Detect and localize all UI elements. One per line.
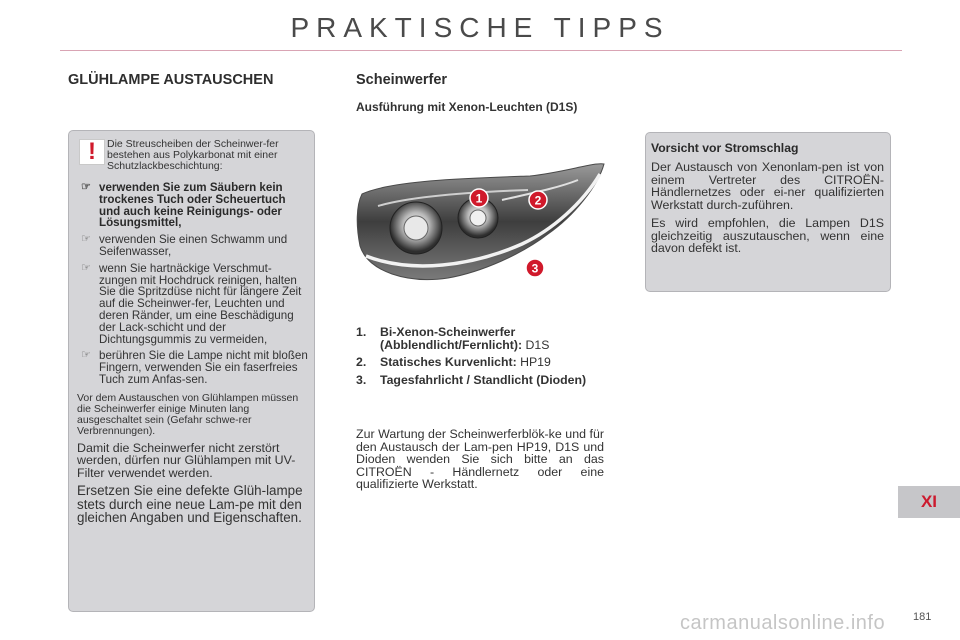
chapter-tab[interactable]: XI (898, 486, 960, 518)
list-item: ☞ berühren Sie die Lampe nicht mit bloßen Fingern, verwenden Sie ein faserfreies Tuch zum Anfas-sen. (81, 349, 308, 386)
callout-2 (529, 191, 547, 209)
service-text: Zur Wartung der Scheinwerferblök-ke und für den Austausch der Lam-pen HP19, D1S und Dioden wenden Sie sich bitte an das CITROËN - Händlernetz oder eine qualifizierte Werkstatt. (356, 427, 604, 491)
pointing-hand-icon: ☞ (81, 233, 91, 246)
callout-1 (470, 189, 488, 207)
list-item: 3. Tagesfahrlicht / Standlicht (Dioden) (356, 372, 587, 387)
replacement-note: Ersetzen Sie eine defekte Glüh-lampe stets durch eine neue Lam-pe mit den gleichen Angaben und Eigenschaften. (77, 483, 303, 525)
svg-text:2: 2 (534, 193, 542, 208)
page-number: 181 (913, 611, 932, 623)
list-item: ☞ verwenden Sie einen Schwamm und Seifenwasser, (81, 233, 288, 258)
watermark: carmanualsonline.info (680, 612, 886, 634)
uv-filter-note: Damit die Scheinwerfer nicht zerstört werden, dürfen nur Glühlampen mit UV-Filter verwendet werden. (77, 440, 296, 480)
xenon-subheading: Ausführung mit Xenon-Leuchten (D1S) (356, 100, 578, 114)
pointing-hand-icon: ☞ (81, 181, 91, 193)
burn-warning: Vor dem Austauschen von Glühlampen müssen die Scheinwerfer einige Minuten lang ausgeschaltet sein (Gefahr schwe-rer Verbrennungen). (77, 391, 299, 438)
warning-icon: ! (79, 139, 105, 165)
headlamp-illustration (352, 160, 610, 286)
caution-box (645, 132, 891, 292)
list-item: ☞ verwenden Sie zum Säubern kein trockenes Tuch oder Scheuertuch und auch keine Reinigungs- oder Lösungsmittel, (81, 181, 286, 230)
warning-intro: Die Streuscheiben der Scheinwer-fer bestehen aus Polykarbonat mit einer Schutzlackbeschichtung: (107, 138, 279, 172)
svg-text:1: 1 (475, 191, 483, 206)
warning-box (68, 130, 315, 612)
title-divider (60, 50, 902, 51)
list-item: 1. Bi-Xenon-Scheinwerfer (Abblendlicht/Fernlicht): D1S (356, 325, 550, 352)
pointing-hand-icon: ☞ (81, 349, 91, 362)
care-list (77, 182, 309, 386)
caution-text-1: Der Austausch von Xenonlam-pen ist von einem Vertreter des CITROËN-Händlernetzes oder ei-ner qualifizierten Werkstatt durch-zuführen. (651, 160, 884, 212)
svg-text:3: 3 (531, 261, 539, 276)
list-item: ☞ wenn Sie hartnäckige Verschmut-zungen mit Hochdruck reinigen, halten Sie die Spritzdüse nicht für längere Zeit auf die Scheinwer-fer, Leuchten und deren Ränder, um eine Beschädigung der Lack-schicht und der Dichtungsgummis zu vermeiden, (81, 261, 302, 346)
lamp-list (356, 326, 608, 391)
page-title: PRAKTISCHE TIPPS (290, 12, 670, 43)
caution-text-2: Es wird empfohlen, die Lampen D1S gleichzeitig auszutauschen, wenn eine davon defekt ist. (651, 216, 884, 255)
headlamp-heading: Scheinwerfer (356, 72, 448, 88)
callout-3 (526, 259, 544, 277)
pointing-hand-icon: ☞ (81, 261, 91, 274)
caution-title: Vorsicht vor Stromschlag (651, 141, 799, 155)
section-heading: GLÜHLAMPE AUSTAUSCHEN (68, 72, 274, 88)
list-item: 2. Statisches Kurvenlicht: HP19 (356, 355, 551, 370)
